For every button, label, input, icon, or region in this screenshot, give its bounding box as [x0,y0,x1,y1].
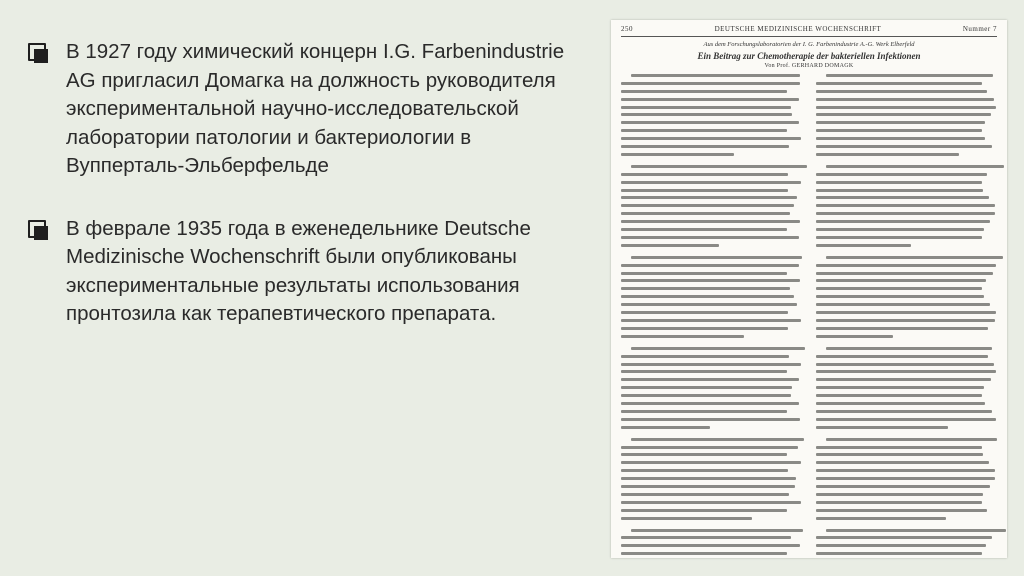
illegible-text-line [621,236,799,239]
illegible-text-line [621,181,801,184]
illegible-text-line [816,544,986,547]
illegible-text-line [631,74,800,77]
illegible-text-line [621,461,801,464]
illegible-text-line [621,303,797,306]
illegible-text-line [621,453,787,456]
illegible-text-line [816,228,984,231]
illegible-text-line [826,438,997,441]
illegible-text-line [816,220,990,223]
illegible-text-line [826,347,992,350]
illegible-text-line [631,165,807,168]
illegible-text-line [816,189,983,192]
illegible-text-line [621,173,788,176]
checkbox-bullet-icon [26,218,48,240]
illegible-text-line [621,370,787,373]
journal-name: DEUTSCHE MEDIZINISCHE WOCHENSCHRIFT [714,25,882,33]
journal-page-image [611,20,1007,558]
illegible-text-line [816,145,992,148]
illegible-text-line [621,509,787,512]
illegible-text-line [816,244,911,247]
illegible-text-line [621,418,800,421]
illegible-text-line [816,287,982,290]
illegible-text-line [621,212,790,215]
illegible-text-line [816,370,996,373]
illegible-text-line [621,113,792,116]
bullet-text-2: В феврале 1935 года в еженедельнике Deutsche Medizinische Wochenschrift были опубликованы экспериментальные результаты использования пронтозила как терапевтического препарата. [66,216,531,325]
illegible-text-line [826,74,993,77]
illegible-text-line [621,363,801,366]
illegible-text-line [816,410,992,413]
illegible-text-line [816,446,982,449]
illegible-text-line [816,204,995,207]
illegible-text-line [631,347,805,350]
illegible-text-line [816,536,992,539]
illegible-text-line [621,485,795,488]
illegible-text-line [816,552,982,555]
illegible-text-line [816,173,987,176]
illegible-text-line [621,129,787,132]
illegible-text-line [816,319,995,322]
illegible-text-line [621,145,789,148]
illegible-text-line [621,220,800,223]
illegible-text-line [621,189,788,192]
bullet-item-1 [26,38,586,181]
illegible-text-line [816,153,959,156]
illegible-text-line [621,90,787,93]
illegible-text-line [816,90,987,93]
illegible-text-line [621,196,797,199]
illegible-text-line [826,165,1004,168]
illegible-text-line [621,106,791,109]
illegible-text-line [621,501,801,504]
illegible-text-line [621,477,796,480]
illegible-text-line [816,517,946,520]
illegible-text-line [816,196,989,199]
illegible-text-line [816,311,996,314]
illegible-text-line [621,98,799,101]
illegible-text-line [621,279,800,282]
illegible-text-line [621,552,787,555]
checkbox-bullet-icon [26,41,48,63]
illegible-text-line [816,386,984,389]
illegible-text-line [621,295,794,298]
running-header [621,25,997,35]
institute-line: Aus dem Forschungslaboratorien der I. G. Farbenindustrie A.-G. Werk Elberfeld [703,41,915,48]
illegible-text-line [621,378,799,381]
bullet-list [26,38,586,329]
illegible-text-line [816,469,995,472]
illegible-text-line [816,363,994,366]
illegible-text-line [621,469,788,472]
article-title: Ein Beitrag zur Chemotherapie der bakteriellen Infektionen [697,51,921,61]
illegible-text-line [621,264,799,267]
illegible-text-line [816,121,985,124]
bullet-item-2 [26,215,586,329]
illegible-text-line [621,386,792,389]
illegible-text-line [621,287,790,290]
illegible-text-line [631,529,803,532]
header-rule [621,36,997,37]
illegible-text-line [816,236,982,239]
illegible-text-line [621,402,799,405]
illegible-text-line [816,181,982,184]
illegible-text-line [621,244,719,247]
illegible-text-line [621,493,789,496]
illegible-text-line [816,129,982,132]
illegible-text-line [816,402,985,405]
illegible-text-line [621,355,789,358]
illegible-text-line [816,501,982,504]
illegible-text-line [816,355,988,358]
illegible-text-line [816,272,993,275]
illegible-text-line [816,335,893,338]
illegible-text-line [621,517,752,520]
illegible-text-line [816,295,984,298]
text-column-right [816,74,996,558]
issue-number: Nummer 7 [962,25,997,33]
illegible-text-line [621,446,798,449]
illegible-text-line [631,438,804,441]
illegible-text-line [816,113,991,116]
illegible-text-line [816,82,982,85]
illegible-text-line [816,394,982,397]
article-author: Von Prof. GERHARD DOMAGK [764,63,854,69]
illegible-text-line [826,256,1003,259]
illegible-text-line [621,544,800,547]
illegible-text-line [621,536,791,539]
illegible-text-line [631,256,802,259]
illegible-text-line [816,303,990,306]
illegible-text-line [621,153,734,156]
text-column-left [621,74,801,558]
illegible-text-line [816,461,989,464]
illegible-text-line [816,137,985,140]
illegible-text-line [816,418,996,421]
illegible-text-line [816,106,996,109]
illegible-text-line [816,98,994,101]
illegible-text-line [816,264,996,267]
illegible-text-line [621,82,800,85]
illegible-text-line [816,453,983,456]
illegible-text-line [621,311,788,314]
illegible-text-line [816,485,990,488]
page-number: 250 [621,25,633,33]
illegible-text-line [621,335,744,338]
illegible-text-line [621,272,787,275]
illegible-text-line [621,410,787,413]
illegible-text-line [816,279,986,282]
illegible-text-line [816,493,983,496]
illegible-text-line [621,228,787,231]
illegible-text-line [826,529,1006,532]
illegible-text-line [621,137,801,140]
illegible-text-line [816,509,987,512]
illegible-text-line [621,319,801,322]
illegible-text-line [816,212,995,215]
illegible-text-line [816,426,948,429]
illegible-text-line [816,378,991,381]
illegible-text-line [621,121,799,124]
illegible-text-line [621,204,794,207]
bullet-text-1: В 1927 году химический концерн I.G. Farbenindustrie AG пригласил Домагка на должность руководителя экспериментальной научно-исследовательской лаборатории патологии и бактериологии в Вупперталь-Эльберфельде [66,40,565,177]
illegible-text-line [621,426,710,429]
illegible-text-line [816,477,995,480]
illegible-text-line [621,327,788,330]
illegible-text-line [621,394,791,397]
illegible-text-line [816,327,988,330]
